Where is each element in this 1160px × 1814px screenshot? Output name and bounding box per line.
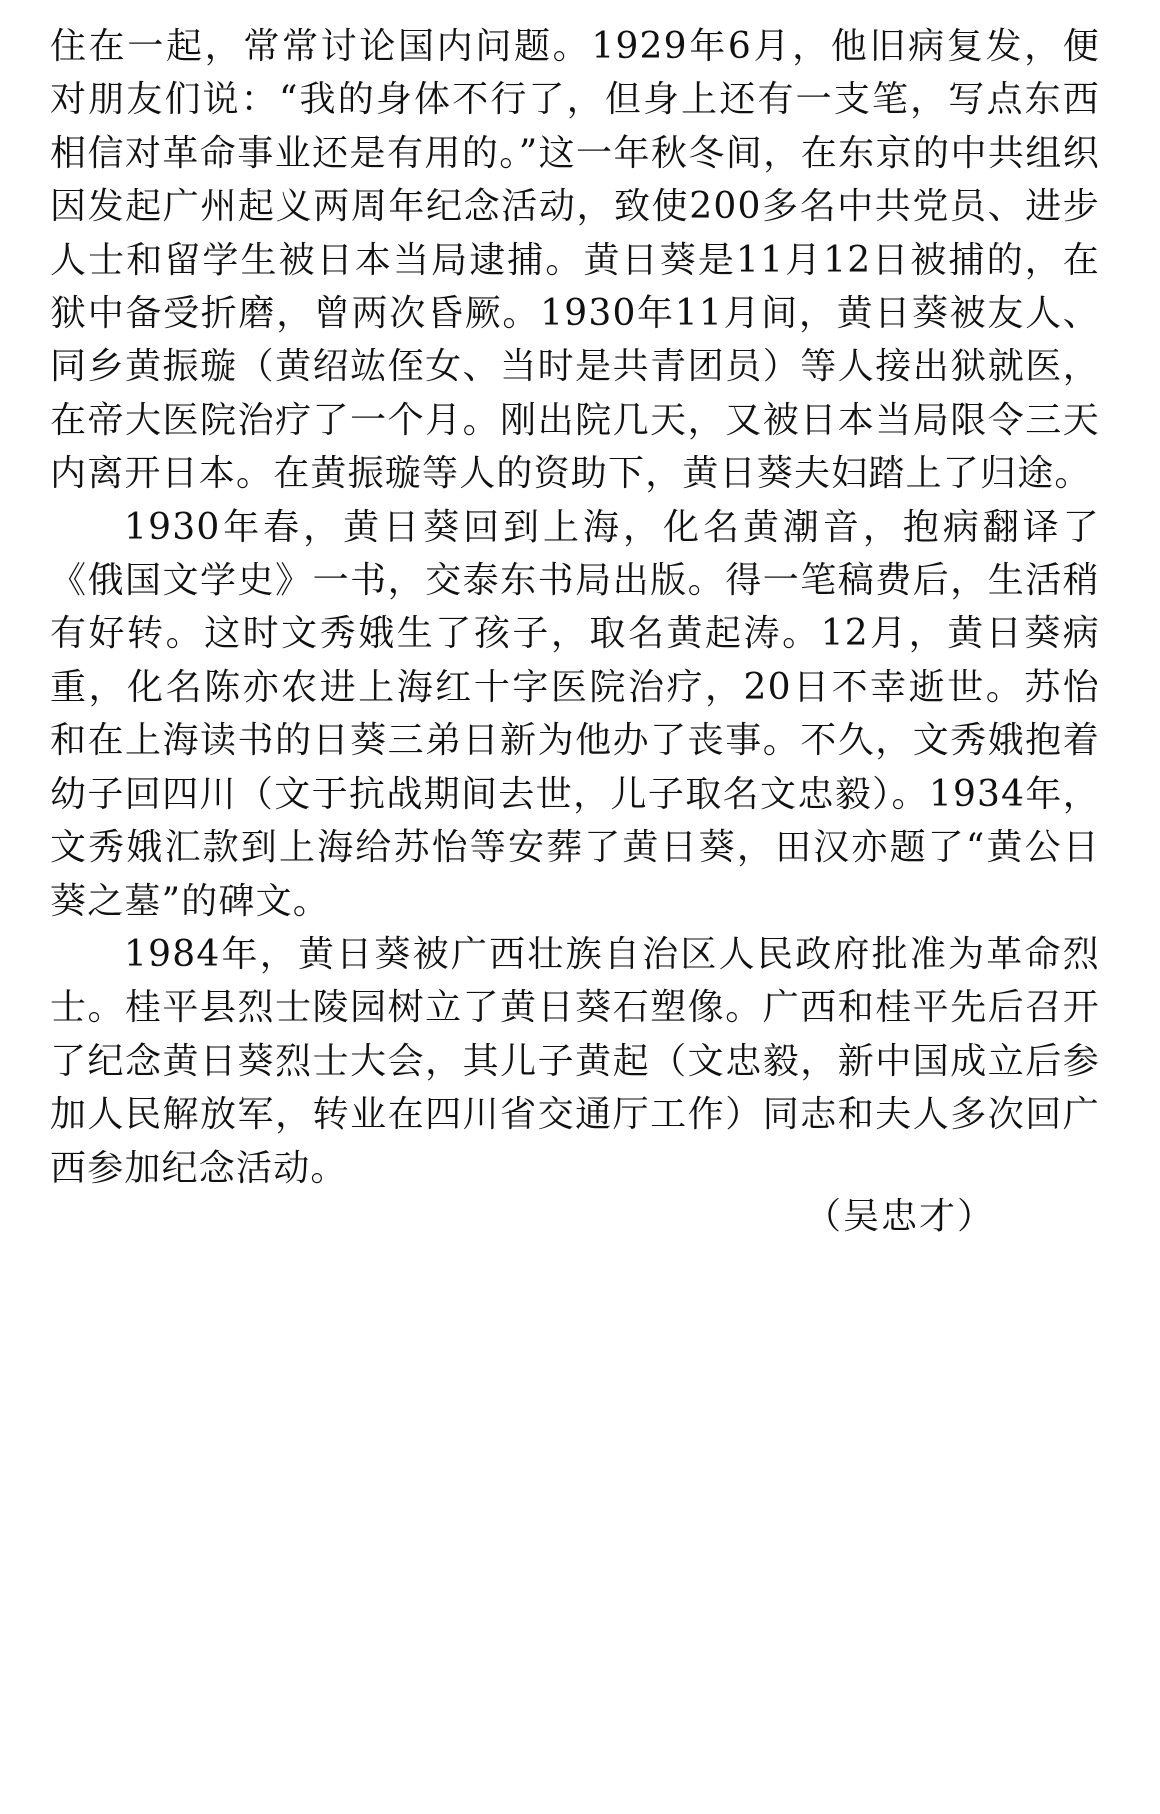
author-signature: （吴忠才） <box>805 1196 996 1237</box>
paragraph-1: 住在一起，常常讨论国内问题。1929年6月，他旧病复发，便对朋友们说：“我的身体不行了，但身上还有一支笔，写点东西相信对革命事业还是有用的。”这一年秋冬间，在东京的中共组织因发起广州起义两周年纪念活动，致使200多名中共党员、进步人士和留学生被日本当局逮捕。黄日葵是11月12日被捕的，在狱中备受折磨，曾两次昏厥。1930年11月间，黄日葵被友人、同乡黄振璇（黄绍竑侄女、当时是共青团员）等人接出狱就医，在帝大医院治疗了一个月。刚出院几天，又被日本当局限令三天内离开日本。在黄振璇等人的资助下，黄日葵夫妇踏上了归途。 <box>50 26 1100 495</box>
article-body <box>50 20 1100 1195</box>
paragraph-3: 1984年，黄日葵被广西壮族自治区人民政府批准为革命烈士。桂平县烈士陵园树立了黄日葵石塑像。广西和桂平先后召开了纪念黄日葵烈士大会，其儿子黄起（文忠毅，新中国成立后参加人民解放军，转业在四川省交通厅工作）同志和夫人多次回广西参加纪念活动。 <box>50 933 1100 1189</box>
paragraph-2: 1930年春，黄日葵回到上海，化名黄潮音，抱病翻译了《俄国文学史》一书，交泰东书局出版。得一笔稿费后，生活稍有好转。这时文秀娥生了孩子，取名黄起涛。12月，黄日葵病重，化名陈亦农进上海红十字医院治疗，20日不幸逝世。苏怡和在上海读书的日葵三弟日新为他办了丧事。不久，文秀娥抱着幼子回四川（文于抗战期间去世，儿子取名文忠毅）。1934年，文秀娥汇款到上海给苏怡等安葬了黄日葵，田汉亦题了“黄公日葵之墓”的碑文。 <box>50 506 1100 922</box>
